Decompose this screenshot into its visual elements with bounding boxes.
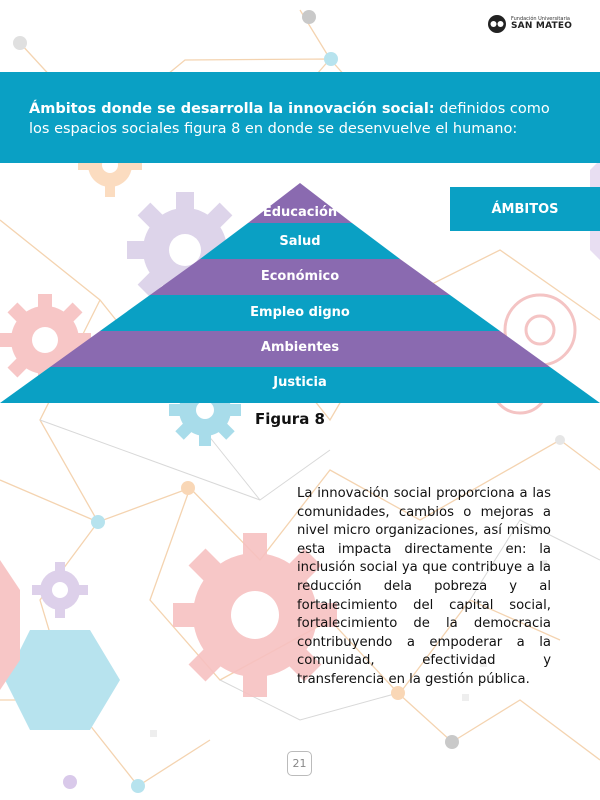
banner-heading: Ámbitos donde se desarrolla la innovación social: [29,101,435,117]
tier-label-economico: Económico [260,269,340,284]
hexagon-teal [5,630,120,730]
ambitos-label: ÁMBITOS [491,201,559,217]
tier-label-educacion: Educación [262,205,338,220]
logo [487,14,572,34]
tier-label-empleo-digno: Empleo digno [250,305,350,320]
gear-lavender-small [32,562,88,618]
logo-small-text: Fundación Universitaria [511,16,570,22]
logo-name: SAN MATEO [511,21,573,31]
tier-label-ambientes: Ambientes [260,340,340,355]
banner-text [29,99,564,139]
intro-banner [0,72,600,163]
tier-label-salud: Salud [279,234,321,249]
body-paragraph: La innovación social proporciona a las comunidades, cambios o mejoras a nivel micro organizaciones, así mismo esta impacta directamente en: la inclusión social ya que contribuye a la reducción dela pobreza y al fortalecimiento del capital social, fortalecimiento de la democracia contribuyendo a empoderar a la comunidad, efectividad y transferencia en la gestión pública. [297,486,551,687]
banner-body: definidos como los espacios sociales figura 8 en donde se desenvuelve el humano: [29,101,550,137]
tier-label-justicia: Justicia [273,375,327,390]
ambitos-label-box [450,187,600,231]
logo-icon [487,14,507,34]
figure-caption: Figura 8 [255,410,325,428]
page-number: 21 [287,751,312,776]
